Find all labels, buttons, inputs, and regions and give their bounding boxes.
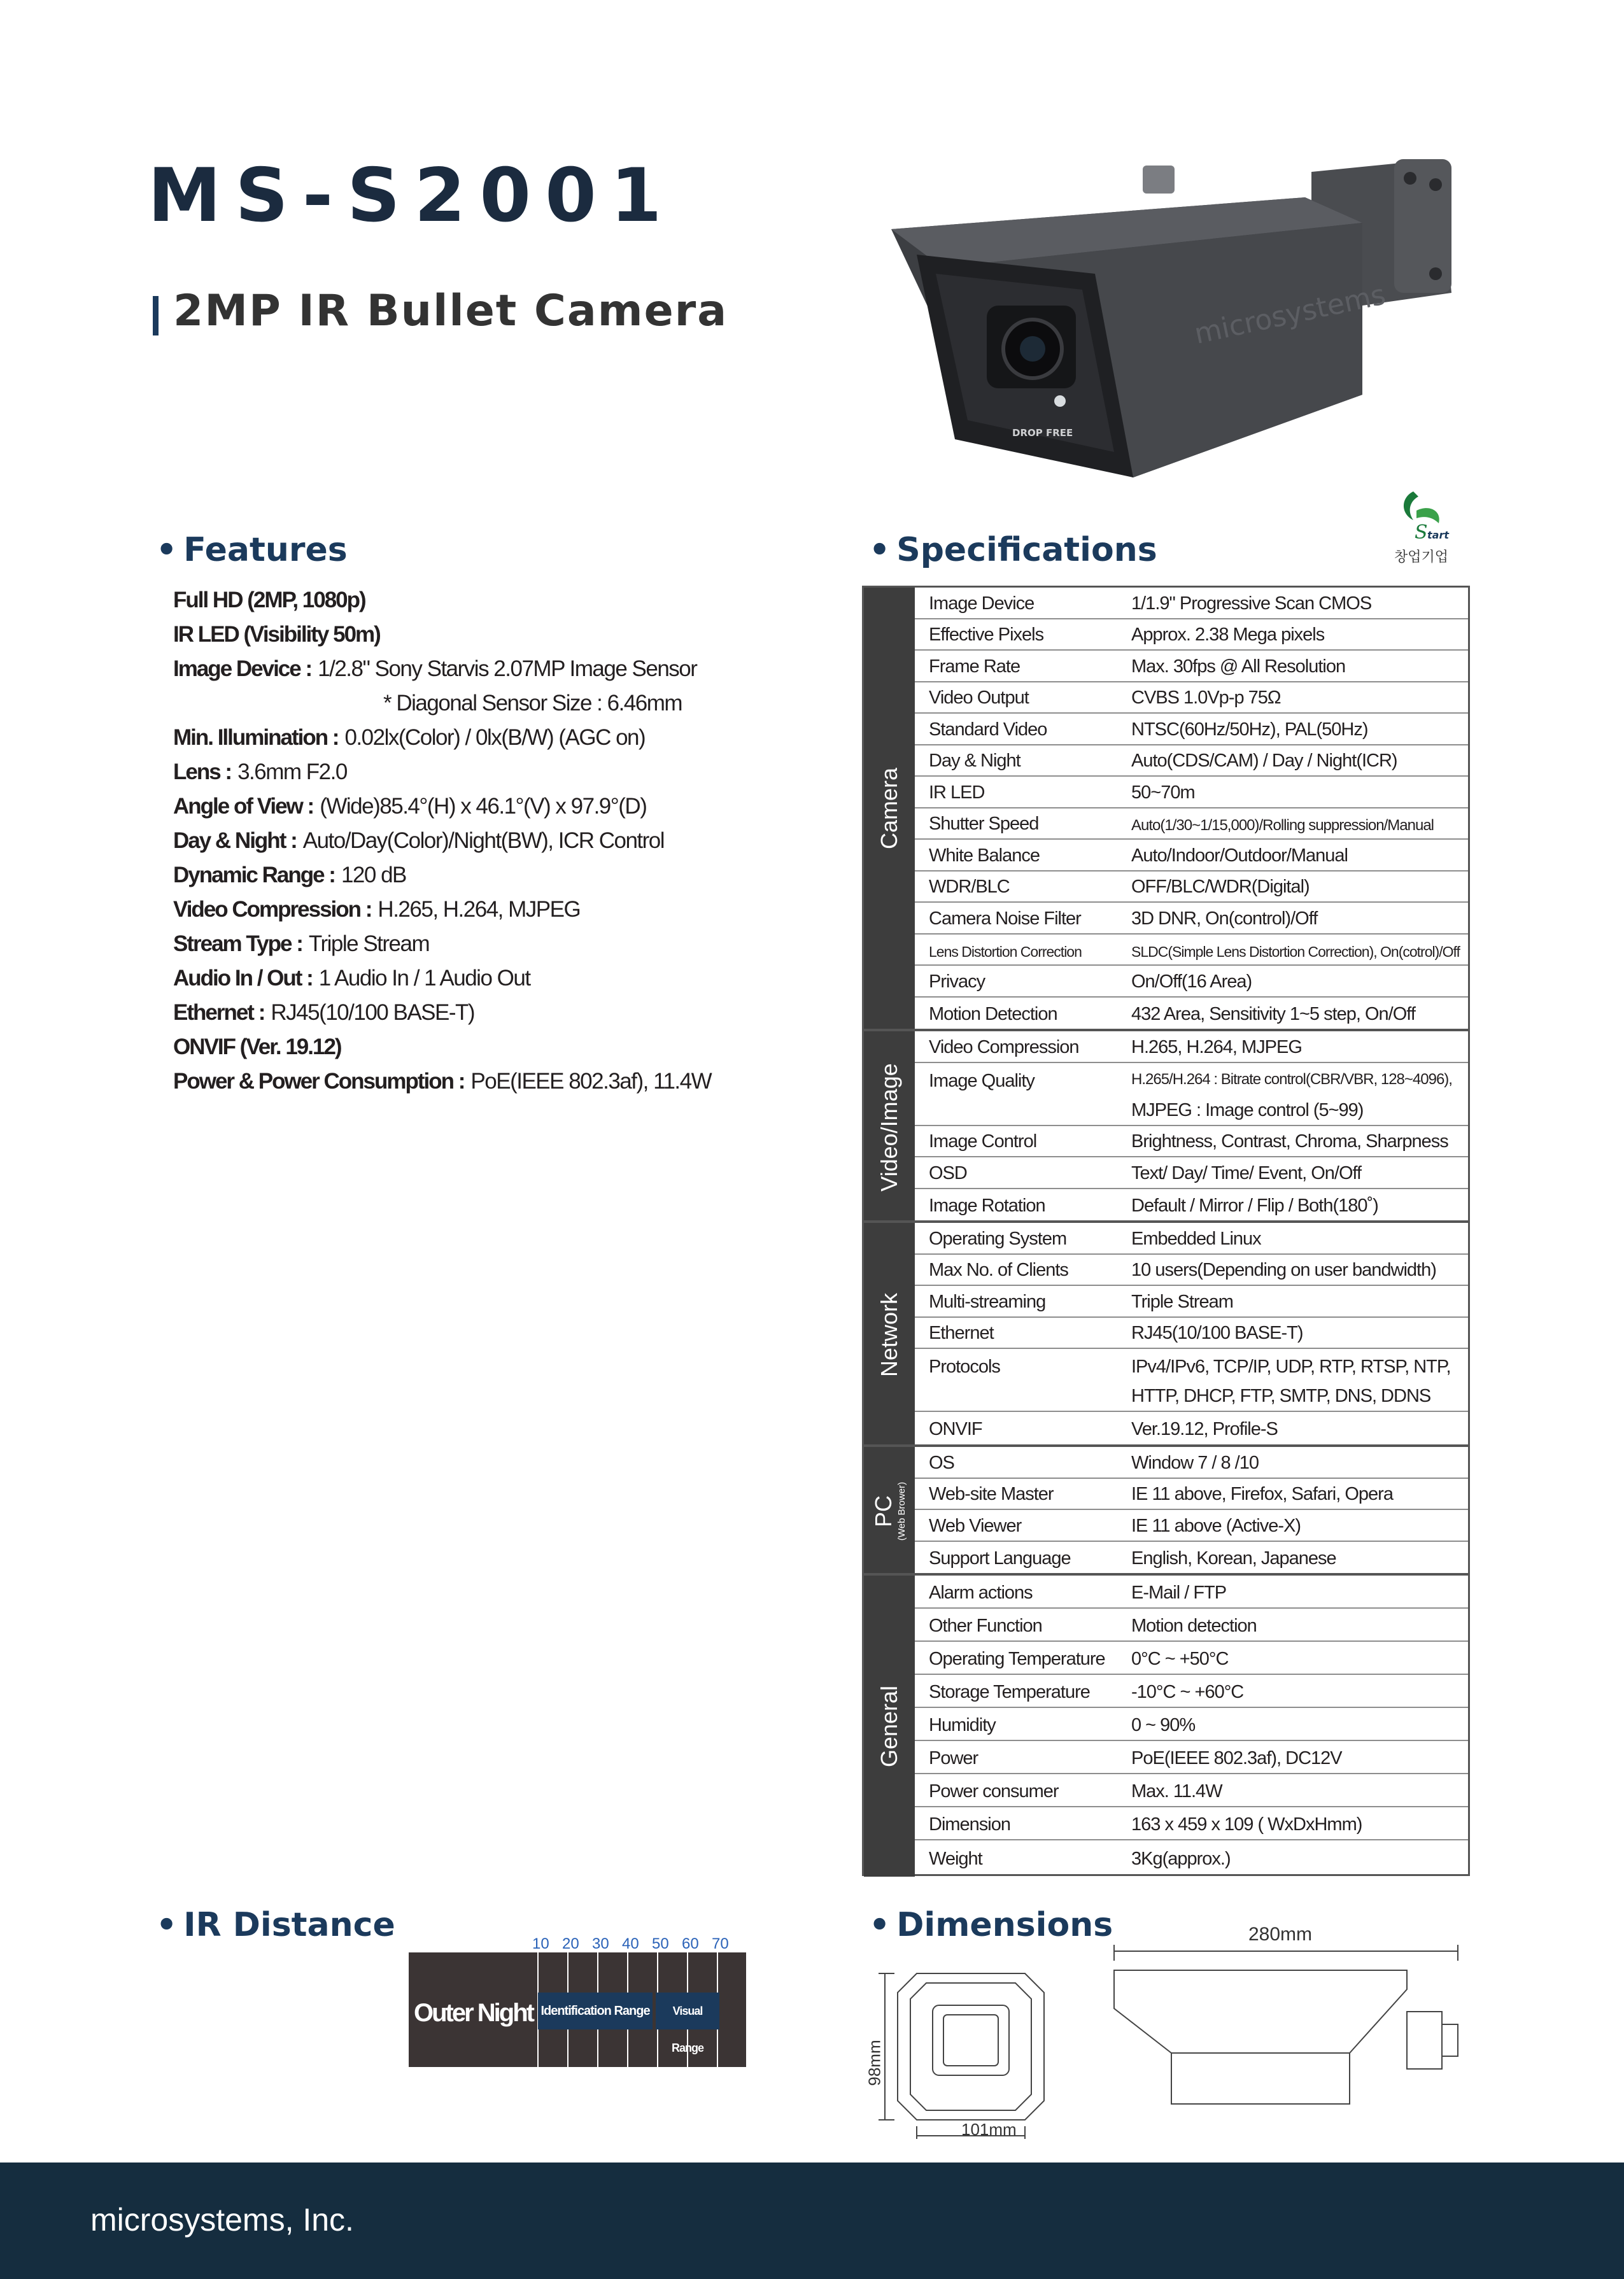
start-company-label: 창업기업 [1394, 549, 1449, 565]
feature-item: Dynamic Range : 120 dB [173, 863, 406, 887]
spec-row: Video Compression H.265, H.264, MJPEG [915, 1031, 1468, 1063]
dimensions-heading: • Dimensions [869, 1906, 1113, 1944]
product-subtitle: 2MP IR Bullet Camera [173, 286, 728, 336]
spec-row: ONVIF Ver.19.12, Profile-S [929, 1418, 1278, 1439]
spec-group-label: Network [876, 1292, 902, 1378]
spec-row: Weight 3Kg(approx.) [929, 1849, 1231, 1869]
spec-row: Operating Temperature 0°C ~ +50°C [915, 1642, 1468, 1675]
ir-scale-label: 70 [712, 1935, 729, 1952]
spec-row: Power consumer Max. 11.4W [915, 1774, 1468, 1807]
spec-row: Lens Distortion Correction SLDC(Simple Lens Distortion Correction), On(cotrol)/Off [915, 935, 1468, 966]
feature-item: Angle of View : (Wide)85.4°(H) x 46.1°(V) x 97.9°(D) [173, 794, 647, 819]
spec-row: White Balance Auto/Indoor/Outdoor/Manual [915, 840, 1468, 871]
svg-text:DROP FREE: DROP FREE [1012, 427, 1073, 439]
spec-row: OSD Text/ Day/ Time/ Event, On/Off [915, 1157, 1468, 1189]
spec-group-general [864, 1573, 1468, 1877]
spec-row: Storage Temperature -10°C ~ +60°C [915, 1675, 1468, 1708]
feature-item: Power & Power Consumption : PoE(IEEE 802.3af), 11.4W [173, 1069, 712, 1094]
feature-item: Min. Illumination : 0.02lx(Color) / 0lx(B/W) (AGC on) [173, 725, 646, 750]
feature-item: * Diagonal Sensor Size : 6.46mm [383, 691, 682, 716]
spec-group-label: Video/Image [876, 1062, 902, 1192]
spec-group-camera [864, 588, 1468, 1029]
spec-row: Day & Night Auto(CDS/CAM) / Day / Night(ICR) [915, 745, 1468, 777]
spec-row: Support Language English, Korean, Japanese [929, 1548, 1336, 1569]
feature-item: Lens : 3.6mm F2.0 [173, 759, 347, 784]
ir-scale-label: 20 [562, 1935, 579, 1952]
spec-row: Max No. of Clients 10 users(Depending on user bandwidth) [915, 1255, 1468, 1287]
spec-group-pc [864, 1444, 1468, 1576]
features-list [173, 583, 810, 1099]
company-name: microsystems, Inc. [90, 2202, 354, 2238]
dimension-width-label: 101mm [961, 2120, 1017, 2139]
feature-item: Day & Night : Auto/Day(Color)/Night(BW), ICR Control [173, 828, 665, 853]
dimensions-drawing [859, 1923, 1490, 2139]
feature-item: Ethernet : RJ45(10/100 BASE-T) [173, 1000, 475, 1025]
spec-row: Multi-streaming Triple Stream [915, 1286, 1468, 1318]
spec-row: Image Control Brightness, Contrast, Chroma, Sharpness [915, 1126, 1468, 1158]
dimension-height-label: 98mm [865, 2040, 884, 2086]
ir-scale-label: 10 [532, 1935, 549, 1952]
model-title: MS-S2001 [148, 153, 676, 239]
dimension-length-label: 280mm [1248, 1924, 1313, 1945]
spec-row: Alarm actions E-Mail / FTP [915, 1576, 1468, 1609]
spec-row: IR LED 50~70m [915, 777, 1468, 808]
ir-visual-range: Visual Range [656, 1993, 719, 2029]
spec-row: OS Window 7 / 8 /10 [915, 1447, 1468, 1479]
spec-row: Operating System Embedded Linux [915, 1223, 1468, 1255]
spec-row: Standard Video NTSC(60Hz/50Hz), PAL(50Hz) [915, 714, 1468, 745]
camera-product-image [866, 146, 1464, 503]
spec-group-label: PC (Web Brower) [870, 1481, 907, 1541]
spec-row: Video Output CVBS 1.0Vp-p 75Ω [915, 682, 1468, 714]
spec-row: Web Viewer IE 11 above (Active-X) [915, 1510, 1468, 1542]
feature-item: ONVIF (Ver. 19.12) [173, 1034, 341, 1059]
spec-row: Camera Noise Filter 3D DNR, On(control)/Off [915, 903, 1468, 935]
ir-outer-night-label: Outer Night [414, 1999, 533, 2027]
svg-text:microsystems: microsystems [1191, 278, 1388, 351]
specifications-heading: • Specifications [869, 531, 1157, 569]
spec-row: Image Device 1/1.9" Progressive Scan CMOS [915, 588, 1468, 619]
spec-row: Effective Pixels Approx. 2.38 Mega pixels [915, 619, 1468, 651]
spec-group-video-image [864, 1029, 1468, 1223]
ir-identification-range: Identification Range [538, 1993, 653, 2029]
spec-row: Shutter Speed Auto(1/30~1/15,000)/Rolling suppression/Manual [915, 808, 1468, 840]
spec-group-network [864, 1220, 1468, 1447]
spec-row: WDR/BLC OFF/BLC/WDR(Digital) [915, 871, 1468, 903]
ir-scale-label: 30 [592, 1935, 609, 1952]
ir-scale-label: 50 [652, 1935, 669, 1952]
feature-item: Audio In / Out : 1 Audio In / 1 Audio Out [173, 966, 530, 991]
specifications-table [862, 586, 1470, 1876]
spec-row: Humidity 0 ~ 90% [915, 1708, 1468, 1741]
spec-row: Other Function Motion detection [915, 1609, 1468, 1642]
spec-row: Power PoE(IEEE 802.3af), DC12V [915, 1741, 1468, 1774]
spec-row: Image Rotation Default / Mirror / Flip / Both(180˚) [929, 1196, 1378, 1216]
spec-row: Web-site Master IE 11 above, Firefox, Safari, Opera [915, 1479, 1468, 1511]
spec-row: Privacy On/Off(16 Area) [915, 966, 1468, 998]
svg-text:tart: tart [1427, 529, 1449, 541]
feature-item: IR LED (Visibility 50m) [173, 622, 380, 647]
spec-group-label: General [876, 1685, 902, 1767]
feature-item: Image Device : 1/2.8" Sony Starvis 2.07MP Image Sensor [173, 656, 697, 681]
spec-row: Dimension 163 x 459 x 109 ( WxDxHmm) [915, 1807, 1468, 1840]
ir-scale-label: 60 [682, 1935, 699, 1952]
spec-group-label: Camera [876, 767, 902, 849]
subtitle-accent-bar [153, 296, 159, 335]
features-heading: • Features [156, 531, 348, 569]
spec-row: Motion Detection 432 Area, Sensitivity 1~5 step, On/Off [929, 1004, 1415, 1024]
feature-item: Full HD (2MP, 1080p) [173, 588, 365, 612]
svg-text:S: S [1415, 521, 1428, 544]
spec-row: Ethernet RJ45(10/100 BASE-T) [915, 1318, 1468, 1350]
spec-row: Frame Rate Max. 30fps @ All Resolution [915, 651, 1468, 682]
spec-row: Protocols IPv4/IPv6, TCP/IP, UDP, RTP, RTSP, NTP, HTTP, DHCP, FTP, SMTP, DNS, DDNS [915, 1349, 1468, 1412]
feature-item: Stream Type : Triple Stream [173, 931, 430, 956]
ir-distance-heading: • IR Distance [156, 1906, 395, 1944]
spec-row: Image Quality H.265/H.264 : Bitrate control(CBR/VBR, 128~4096), MJPEG : Image control (5~99) [915, 1063, 1468, 1126]
feature-item: Video Compression : H.265, H.264, MJPEG [173, 897, 581, 922]
ir-scale-label: 40 [622, 1935, 639, 1952]
